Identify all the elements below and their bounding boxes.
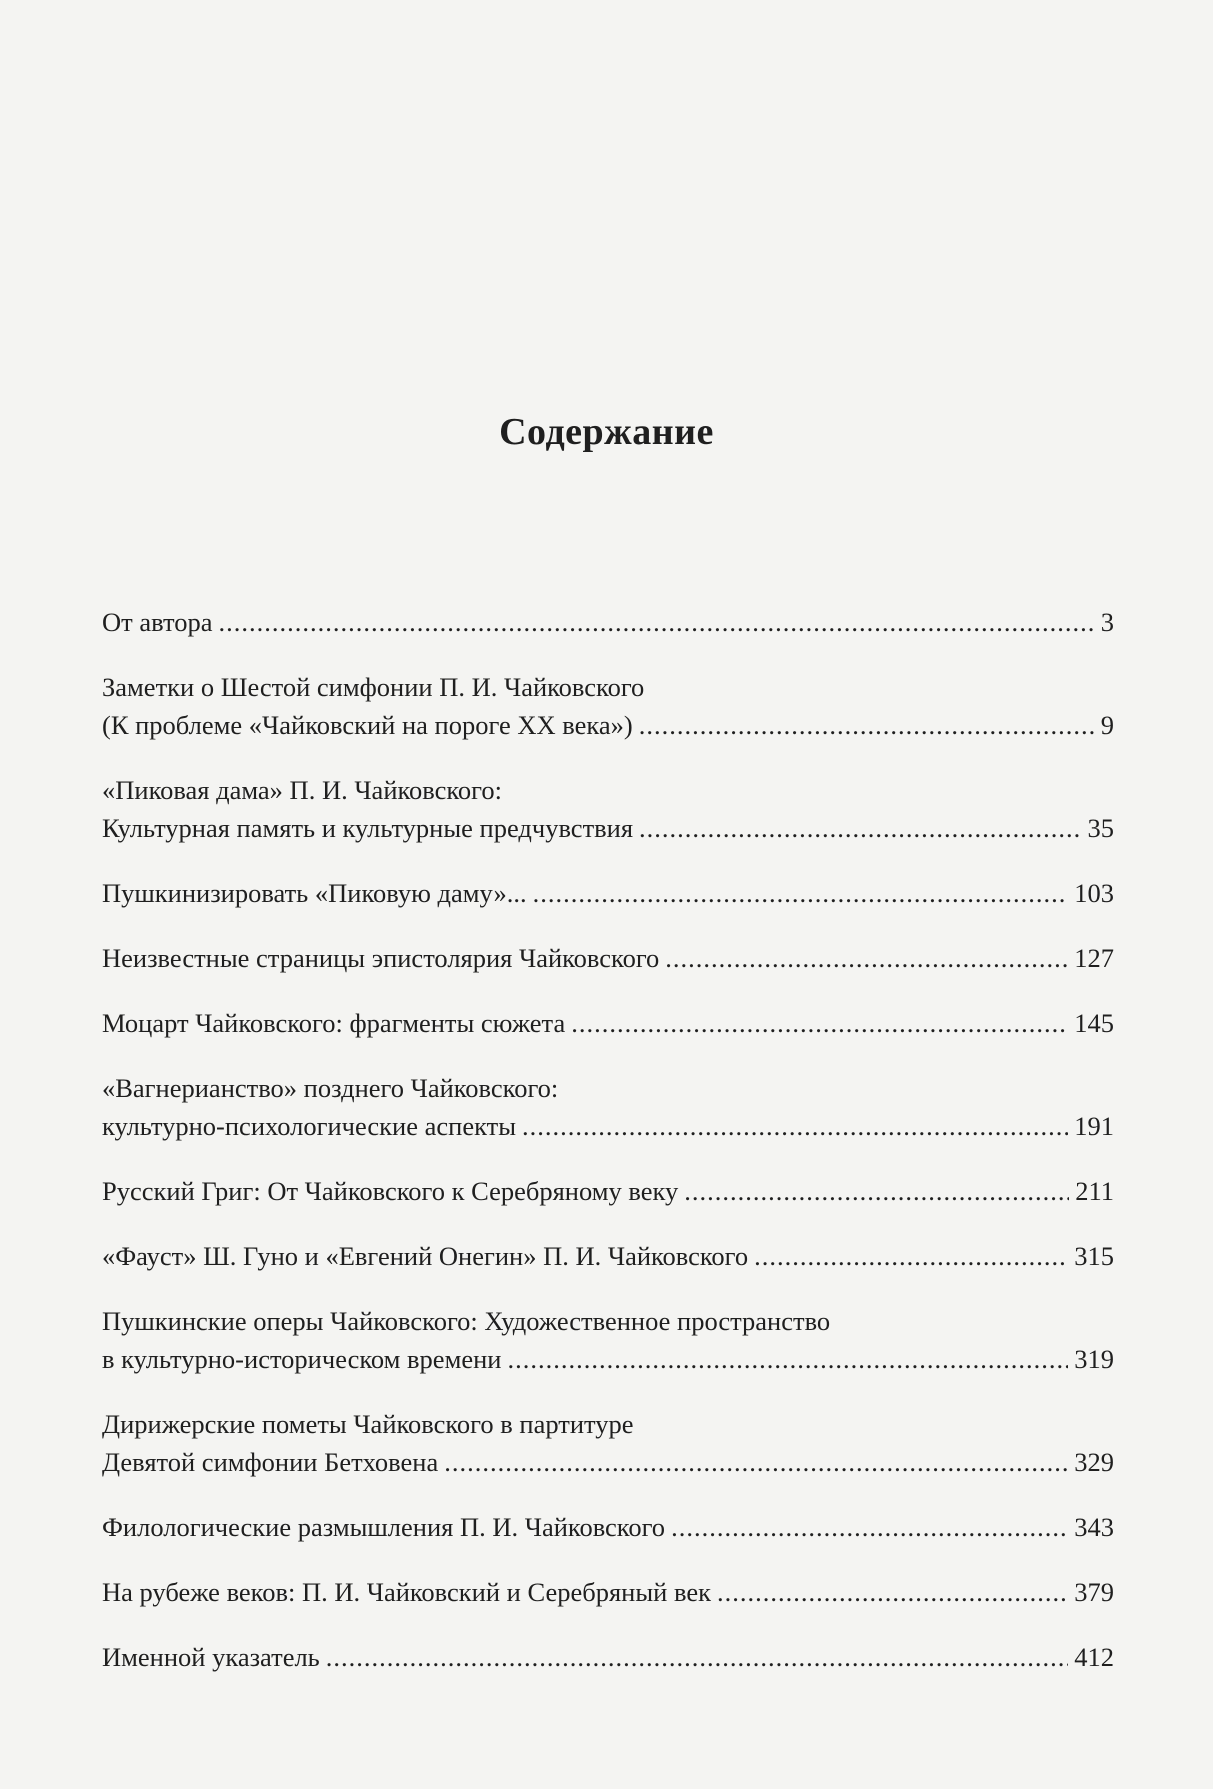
toc-leader-dots — [444, 1443, 1068, 1481]
toc-entry-title: «Фауст» Ш. Гуно и «Евгений Онегин» П. И. Чайковского — [102, 1241, 749, 1271]
toc-entry — [102, 1237, 1114, 1275]
toc-page-number: 127 — [1074, 943, 1114, 973]
toc-leader-dots — [639, 809, 1081, 847]
toc-entry-title: Русский Григ: От Чайковского к Серебряному веку — [102, 1176, 679, 1206]
toc-entry-title: Пушкинские оперы Чайковского: Художественное пространство — [102, 1306, 831, 1336]
toc-page-number: 191 — [1074, 1111, 1114, 1141]
toc-leader-dots — [326, 1638, 1068, 1676]
toc-entry — [102, 1172, 1114, 1210]
toc-entry — [102, 1302, 1114, 1378]
toc-entry-title: Неизвестные страницы эпистолярия Чайковского — [102, 943, 660, 973]
toc-entry-title: Моцарт Чайковского: фрагменты сюжета — [102, 1008, 566, 1038]
toc-entry-title: Филологические размышления П. И. Чайковского — [102, 1512, 666, 1542]
toc-entry-title: (К проблеме «Чайковский на пороге XX века») — [102, 710, 633, 740]
toc-page-number: 145 — [1074, 1008, 1114, 1038]
toc-entry — [102, 939, 1114, 977]
toc-page-number: 3 — [1100, 607, 1114, 637]
toc-leader-dots — [533, 874, 1069, 912]
toc-entry — [102, 1508, 1114, 1546]
toc-entry-title: Заметки о Шестой симфонии П. И. Чайковского — [102, 672, 645, 702]
toc-page-number: 319 — [1074, 1344, 1114, 1374]
toc-leader-dots — [754, 1237, 1068, 1275]
toc-entry — [102, 1004, 1114, 1042]
toc-leader-dots — [218, 603, 1094, 641]
page-title: Содержание — [499, 411, 714, 453]
toc-entry-title: Пушкинизировать «Пиковую даму»... — [102, 878, 527, 908]
toc-entry-title: Культурная память и культурные предчувствия — [102, 813, 634, 843]
toc-page-number: 343 — [1074, 1512, 1114, 1542]
toc-leader-dots — [671, 1508, 1068, 1546]
toc-page-number: 379 — [1074, 1577, 1114, 1607]
toc-entry-title: Девятой симфонии Бетховена — [102, 1447, 439, 1477]
toc-entry — [102, 1573, 1114, 1611]
toc-page-number: 329 — [1074, 1447, 1114, 1477]
toc-leader-dots — [717, 1573, 1068, 1611]
toc-page-number: 412 — [1074, 1642, 1114, 1672]
toc-entry-title: Дирижерские пометы Чайковского в партитуре — [102, 1409, 634, 1439]
toc-leader-dots — [507, 1340, 1068, 1378]
toc-entry — [102, 1405, 1114, 1481]
table-of-contents — [102, 603, 1114, 1703]
toc-leader-dots — [571, 1004, 1068, 1042]
toc-page-number: 211 — [1075, 1176, 1114, 1206]
toc-page-number: 315 — [1074, 1241, 1114, 1271]
toc-entry — [102, 1638, 1114, 1676]
toc-entry-title: «Пиковая дама» П. И. Чайковского: — [102, 775, 502, 805]
toc-entry — [102, 1069, 1114, 1145]
toc-entry — [102, 771, 1114, 847]
toc-entry-title: в культурно-историческом времени — [102, 1344, 502, 1374]
toc-page-number: 9 — [1100, 710, 1114, 740]
toc-leader-dots — [684, 1172, 1069, 1210]
toc-entry — [102, 668, 1114, 744]
toc-leader-dots — [665, 939, 1068, 977]
toc-leader-dots — [522, 1107, 1068, 1145]
toc-leader-dots — [639, 706, 1095, 744]
toc-page-number: 35 — [1087, 813, 1114, 843]
toc-entry-title: «Вагнерианство» позднего Чайковского: — [102, 1073, 559, 1103]
toc-page-number: 103 — [1074, 878, 1114, 908]
toc-entry-title: От автора — [102, 607, 213, 637]
toc-entry-title: На рубеже веков: П. И. Чайковский и Серебряный век — [102, 1577, 711, 1607]
toc-entry — [102, 874, 1114, 912]
toc-entry-title: культурно-психологические аспекты — [102, 1111, 516, 1141]
toc-entry-title: Именной указатель — [102, 1642, 320, 1672]
toc-entry — [102, 603, 1114, 641]
